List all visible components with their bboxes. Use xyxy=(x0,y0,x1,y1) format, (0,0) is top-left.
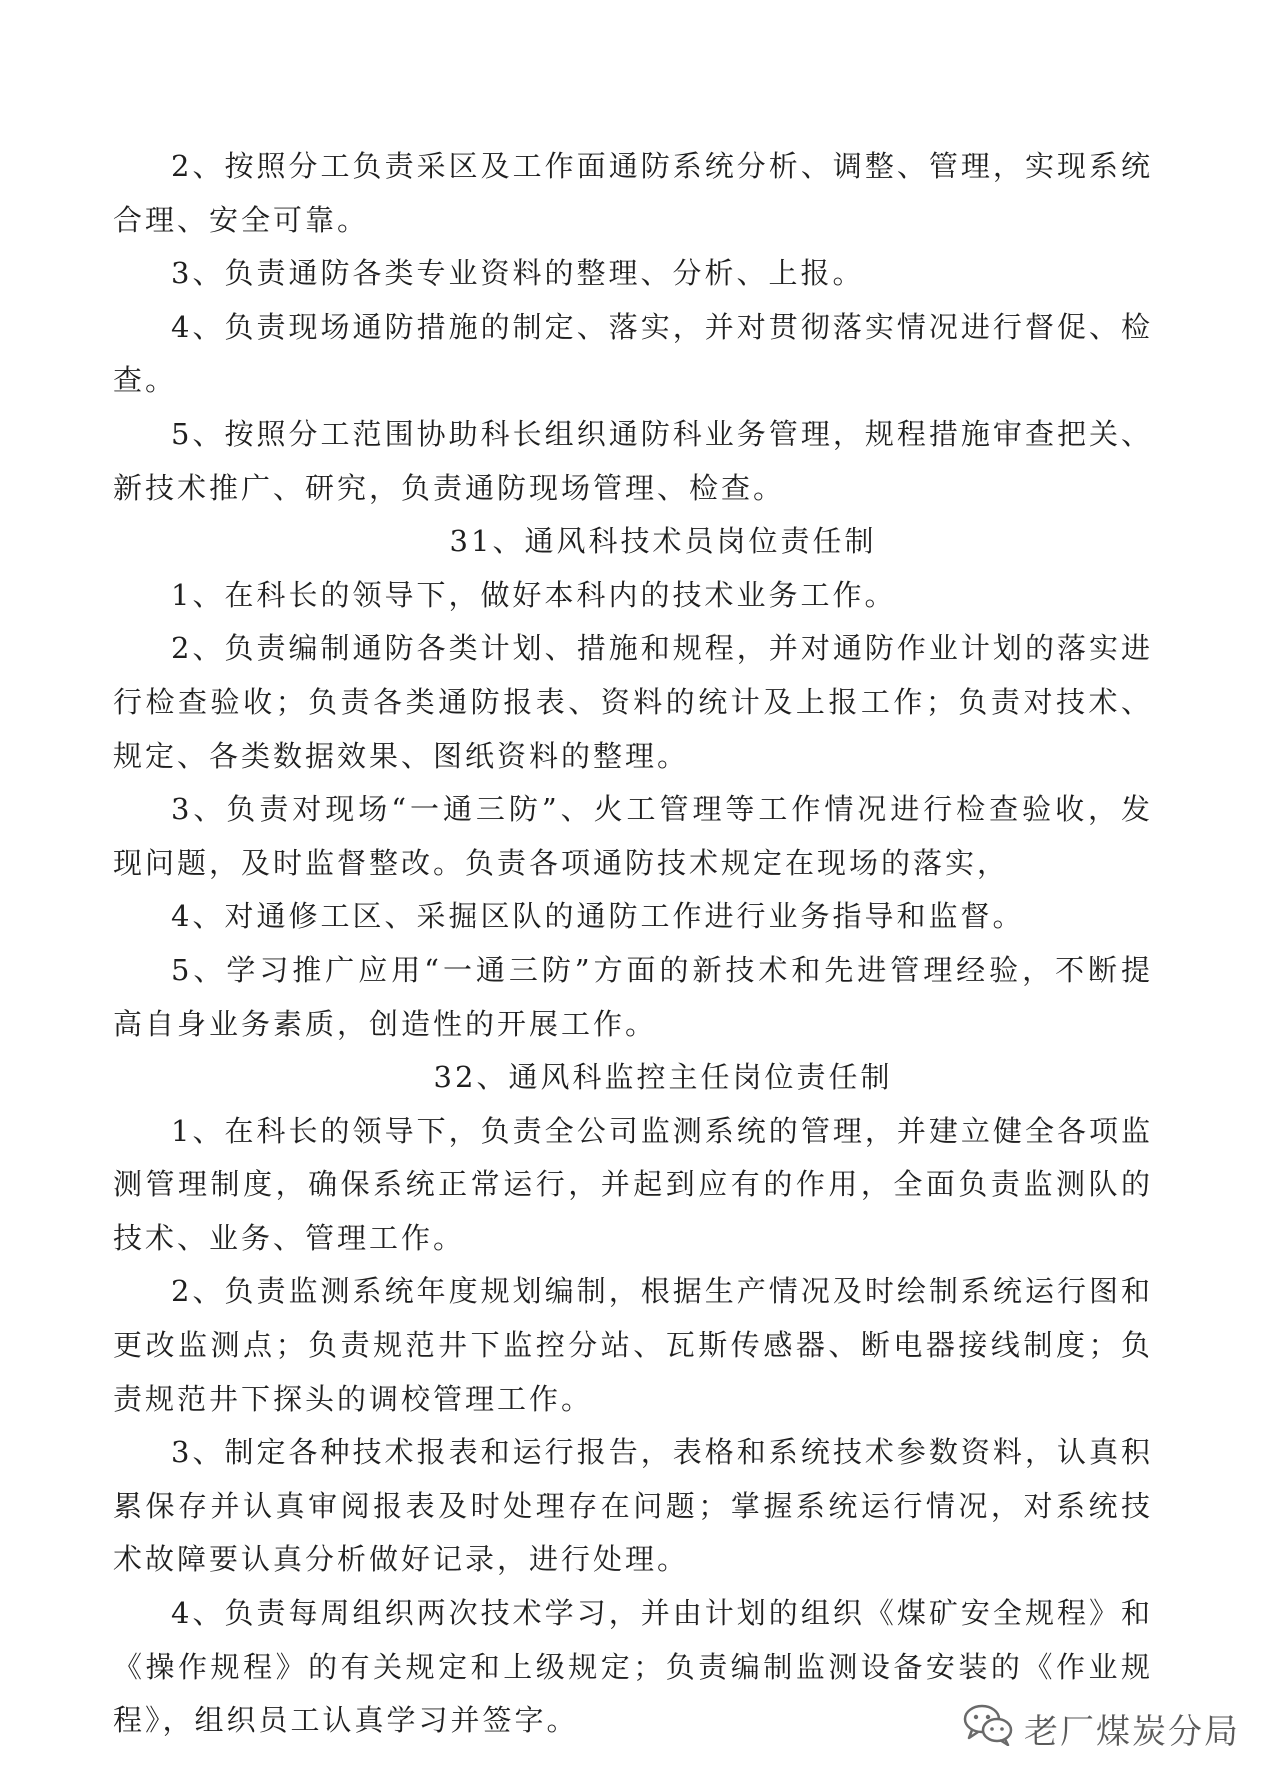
paragraph: 3、负责对现场“一通三防”、火工管理等工作情况进行检查验收，发现问题，及时监督整改。负责各项通防技术规定在现场的落实， xyxy=(113,792,1153,880)
paragraph: 3、负责通防各类专业资料的整理、分析、上报。 xyxy=(171,256,865,291)
paragraph: 2、按照分工负责采区及工作面通防系统分析、调整、管理，实现系统合理、安全可靠。 xyxy=(113,149,1153,237)
document-body xyxy=(113,140,1153,1748)
wechat-icon xyxy=(962,1702,1014,1755)
paragraph: 3、制定各种技术报表和运行报告，表格和系统技术参数资料，认真积累保存并认真审阅报表及时处理存在问题；掌握系统运行情况，对系统技术故障要认真分析做好记录，进行处理。 xyxy=(113,1435,1153,1577)
paragraph: 5、按照分工范围协助科长组织通防科业务管理，规程措施审查把关、新技术推广、研究，负责通防现场管理、检查。 xyxy=(113,416,1153,505)
watermark xyxy=(962,1702,1240,1755)
section-heading-31: 31、通风科技术员岗位责任制 xyxy=(449,524,877,559)
paragraph: 2、负责监测系统年度规划编制，根据生产情况及时绘制系统运行图和更改监测点；负责规范井下监控分站、瓦斯传感器、断电器接线制度；负责规范井下探头的调校管理工作。 xyxy=(113,1274,1153,1416)
paragraph: 1、在科长的领导下，负责全公司监测系统的管理，并建立健全各项监测管理制度，确保系统正常运行，并起到应有的作用，全面负责监测队的技术、业务、管理工作。 xyxy=(113,1113,1153,1255)
paragraph: 5、学习推广应用“一通三防”方面的新技术和先进管理经验，不断提高自身业务素质，创造性的开展工作。 xyxy=(113,952,1153,1041)
paragraph: 4、负责每周组织两次技术学习，并由计划的组织《煤矿安全规程》和《操作规程》的有关规定和上级规定；负责编制监测设备安装的《作业规程》，组织员工认真学习并签字。 xyxy=(113,1596,1153,1738)
paragraph: 4、负责现场通防措施的制定、落实，并对贯彻落实情况进行督促、检查。 xyxy=(113,309,1153,398)
paragraph: 2、负责编制通防各类计划、措施和规程，并对通防作业计划的落实进行检查验收；负责各类通防报表、资料的统计及上报工作；负责对技术、规定、各类数据效果、图纸资料的整理。 xyxy=(113,631,1153,773)
watermark-text: 老厂煤炭分局 xyxy=(1024,1712,1240,1752)
paragraph: 1、在科长的领导下，做好本科内的技术业务工作。 xyxy=(171,577,897,612)
paragraph: 4、对通修工区、采掘区队的通防工作进行业务指导和监督。 xyxy=(171,899,1025,934)
section-heading-32: 32、通风科监控主任岗位责任制 xyxy=(433,1060,893,1095)
